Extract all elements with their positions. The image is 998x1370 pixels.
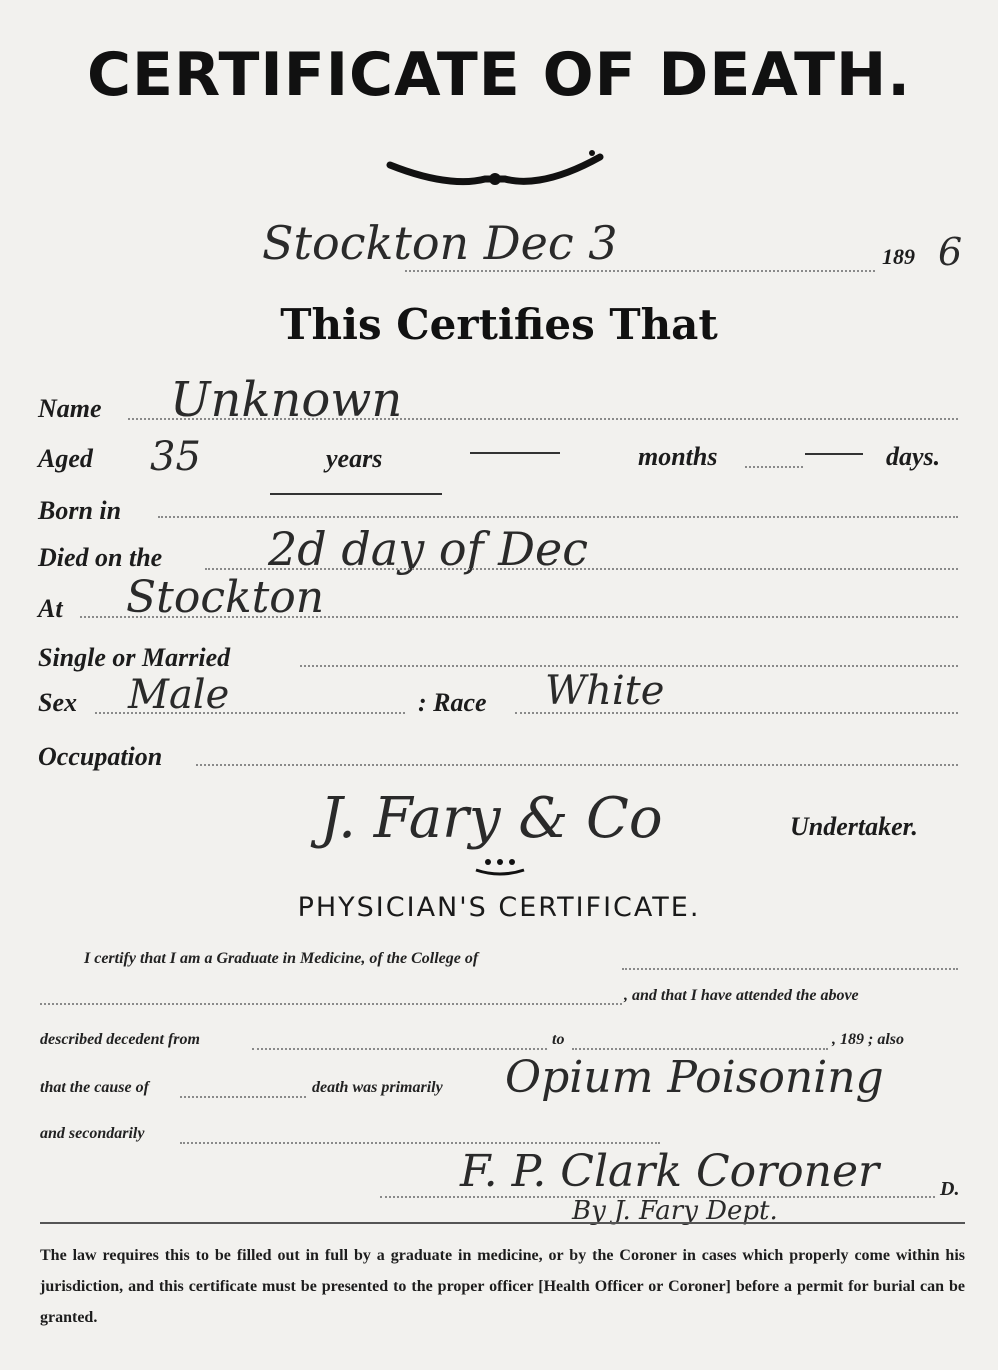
cause-value: Opium Poisoning: [505, 1052, 884, 1103]
name-value: Unknown: [170, 372, 403, 428]
place-date-value: Stockton Dec 3: [262, 216, 618, 270]
born-line: [158, 516, 958, 518]
year-suffix: 6: [938, 230, 963, 274]
to-line: [572, 1048, 828, 1050]
physician-line-1: I certify that I am a Graduate in Medicine, of the College of: [84, 950, 479, 967]
physician-line-3b: to: [552, 1031, 565, 1048]
small-ornament: [470, 856, 530, 876]
occupation-line: [196, 764, 958, 766]
marital-label: Single or Married: [38, 643, 231, 672]
certificate-title: CERTIFICATE OF DEATH.: [86, 40, 912, 110]
place-date-line: [405, 270, 875, 272]
physician-certificate-title: PHYSICIAN'S CERTIFICATE.: [297, 892, 701, 923]
marital-line: [300, 665, 958, 667]
died-label: Died on the: [38, 543, 163, 572]
months-dash: [470, 452, 560, 454]
physician-line-3a: described decedent from: [40, 1031, 200, 1048]
days-line-a: [745, 466, 803, 468]
undertaker-value: J. Fary & Co: [320, 786, 663, 851]
college-line: [622, 968, 958, 970]
coroner-signature: F. P. Clark Coroner: [460, 1146, 880, 1197]
aged-label: Aged: [38, 444, 93, 473]
at-value: Stockton: [126, 572, 325, 623]
months-label: months: [638, 442, 718, 471]
sex-line: [95, 712, 405, 714]
college-line-2: [40, 1003, 622, 1005]
name-line: [128, 418, 958, 420]
from-line: [252, 1048, 547, 1050]
ornament-divider: [380, 145, 610, 195]
race-line: [515, 712, 958, 714]
physician-line-2: , and that I have attended the above: [624, 987, 859, 1004]
years-label: years: [326, 444, 383, 473]
footer-rule: [40, 1222, 965, 1224]
certificate-subtitle: This Certifies That: [280, 300, 718, 349]
born-dash: [270, 493, 442, 495]
physician-line-4a: that the cause of: [40, 1079, 149, 1096]
days-dash: [805, 453, 863, 455]
year-prefix: 189: [882, 244, 915, 269]
cause-line-a: [180, 1096, 306, 1098]
physician-line-5: and secondarily: [40, 1125, 145, 1142]
name-label: Name: [38, 394, 102, 423]
born-label: Born in: [38, 496, 122, 525]
at-line: [80, 616, 958, 618]
aged-years-value: 35: [150, 434, 201, 480]
physician-line-4b: death was primarily: [312, 1079, 443, 1096]
footer-notice: The law requires this to be filled out in full by a graduate in medicine, or by the Coroner in cases which properly come within his jurisdiction, and this certificate must be presented to the proper officer [Health Officer or Coroner] before a permit for burial can be granted.: [40, 1247, 965, 1326]
undertaker-label: Undertaker.: [790, 812, 918, 841]
race-value: White: [545, 668, 665, 714]
occupation-label: Occupation: [38, 742, 163, 771]
sex-label: Sex: [38, 688, 77, 717]
days-label: days.: [886, 442, 941, 471]
physician-line-3c: , 189 ; also: [832, 1031, 904, 1048]
secondarily-line: [180, 1142, 660, 1144]
signature-suffix: D.: [940, 1178, 960, 1200]
sex-value: Male: [128, 672, 230, 718]
died-line: [205, 568, 958, 570]
race-label: : Race: [418, 688, 487, 717]
died-value: 2d day of Dec: [268, 522, 589, 576]
at-label: At: [38, 594, 63, 623]
signature-sub: By J. Fary Dept.: [572, 1196, 778, 1226]
